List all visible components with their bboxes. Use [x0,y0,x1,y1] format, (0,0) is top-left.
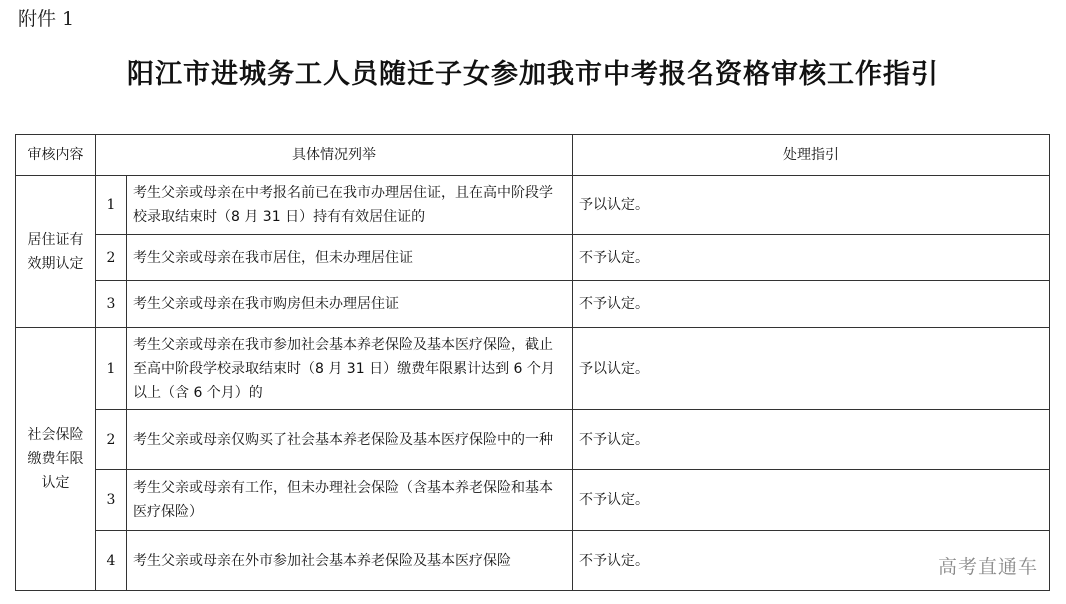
guidance-cell: 不予认定。 [573,235,1050,281]
situation-cell: 考生父亲或母亲在我市居住，但未办理居住证 [127,235,573,281]
row-number: 2 [96,410,127,470]
document-title: 阳江市进城务工人员随迁子女参加我市中考报名资格审核工作指引 [127,59,939,90]
row-number: 2 [96,235,127,281]
situation-cell: 考生父亲或母亲有工作，但未办理社会保险（含基本养老保险和基本医疗保险） [127,470,573,531]
header-situation: 具体情况列举 [96,135,573,176]
row-number: 3 [96,470,127,531]
attachment-label: 附件 1 [18,8,75,30]
table-row [16,531,1050,591]
table-row [16,410,1050,470]
guidance-cell: 不予认定。 [573,470,1050,531]
guidance-cell: 不予认定。 [573,281,1050,328]
row-number: 1 [96,328,127,410]
table-row [16,176,1050,235]
guidance-cell: 不予认定。 [573,410,1050,470]
category-cell-social-insurance: 社会保险缴费年限认定 [16,328,96,591]
table-row [16,328,1050,410]
guidance-cell: 予以认定。 [573,328,1050,410]
guidance-cell: 不予认定。 [573,531,1050,591]
header-guidance: 处理指引 [573,135,1050,176]
review-guide-table [15,134,1050,591]
header-category: 审核内容 [16,135,96,176]
table-row [16,470,1050,531]
situation-cell: 考生父亲或母亲在中考报名前已在我市办理居住证，且在高中阶段学校录取结束时（8 月 31 日）持有有效居住证的 [127,176,573,235]
row-number: 1 [96,176,127,235]
watermark-text: 高考直通车 [937,556,1038,578]
table-row [16,235,1050,281]
category-cell-residence-permit: 居住证有效期认定 [16,176,96,328]
situation-cell: 考生父亲或母亲在我市参加社会基本养老保险及基本医疗保险，截止至高中阶段学校录取结束时（8 月 31 日）缴费年限累计达到 6 个月以上（含 6 个月）的 [127,328,573,410]
situation-cell: 考生父亲或母亲在外市参加社会基本养老保险及基本医疗保险 [127,531,573,591]
situation-cell: 考生父亲或母亲仅购买了社会基本养老保险及基本医疗保险中的一种 [127,410,573,470]
situation-cell: 考生父亲或母亲在我市购房但未办理居住证 [127,281,573,328]
guidance-cell: 予以认定。 [573,176,1050,235]
table-header-row [16,135,1050,176]
row-number: 3 [96,281,127,328]
table-row [16,281,1050,328]
row-number: 4 [96,531,127,591]
